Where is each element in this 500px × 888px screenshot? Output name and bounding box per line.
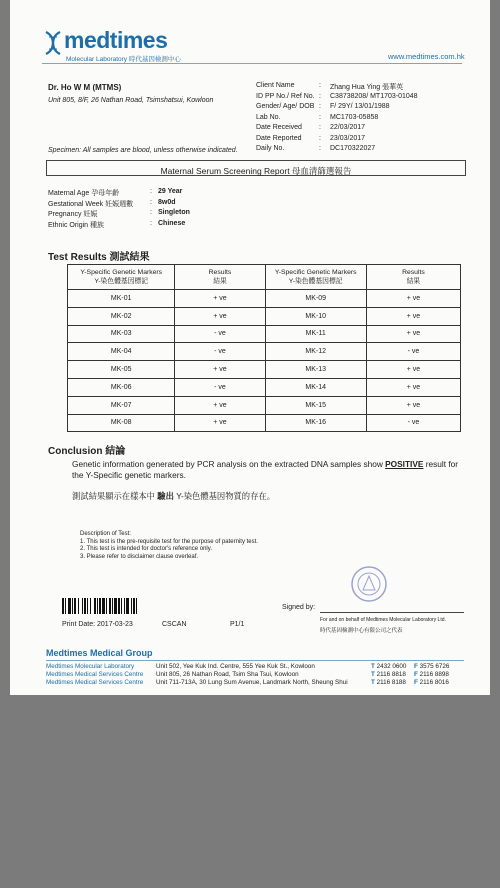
report-title-box — [46, 160, 466, 176]
print-date: Print Date: 2017-03-23 — [62, 621, 133, 628]
report-title: Maternal Serum Screening Report 母血清篩選報告 — [160, 166, 352, 176]
result-header-2: Results 結果 — [366, 265, 460, 290]
results-table — [67, 264, 461, 432]
table-row: MK-06 - ve MK-14 + ve — [68, 378, 461, 396]
brand-name: medtimes — [64, 27, 168, 53]
table-row: MK-07 + ve MK-15 + ve — [68, 396, 461, 414]
marker-header-2: Y-Specific Genetic Markers Y-染色體基因標記 — [265, 265, 366, 290]
report-page: medtimes Molecular Laboratory 時代基因檢測中心 www.medtimes.com.hk Dr. Ho W M (MTMS) Unit 805, 8/F, 26 Nathan Road, Tsimshatsui, Kowloon Specimen: All samples are blood, unless otherwise indicated. Client Name : Zhang Hua Ying 張華英 ID PP No./ Ref No. : C38738208/ MT1703-01048 Gender/ Age/ DOB : F/ 29Y/ 13/01/1988 Lab No. : MC1703-05858 Date Received : 22/03/2017 Date Reported : 23/03/2017 Daily No. : DC170322027 Maternal Serum Screening Report 母血清篩選報告 Maternal Age 孕母年齡 : 29 Year Gestational Week 妊娠週數 : 8w0d Pregnancy 妊娠 : Singleton Ethnic Origin 種族 : Chinese Test Results 測試結果 Y-Specific Genetic Markers Y-染色體基因標記 Results 結果 Y-Specific Genetic Markers Y-染色體基因標記 Results 結果 MK-01 + ve MK-09 + ve MK-02 + ve MK-10 + ve MK-03 - ve MK-11 + ve MK-04 - ve MK-12 - ve MK-05 + ve MK-13 + ve MK-06 - ve MK-14 + ve MK-07 + ve MK-15 + ve MK-08 + ve MK-16 - ve Conclusion 結論 Genetic information generated by PCR analysis on the extracted DNA samples show POSITIVE result for the Y-Specific genetic markers. 測試結果顯示在樣本中 驗出 Y-染色體基因物質的存在。 Description of Test: 1. This test is the pre-requisite test for the purpose of paternity test. 2. This test is intended for doctor's reference only. 3. Please refer to disclaimer clause overleaf. Print Date: 2017-03-23 CSCAN P1/1 Signed by: For and on behalf of Medtimes Molecular Laboratory Ltd. 時代基因檢測中心有限公司之代表 Medtimes Medical Group Medtimes Molecular Laboratory Unit 502, Yee Kuk Ind. Centre, 555 Yee Kuk St., Kowloon T 2432 0600 F 3575 6726 Medtimes Medical Services Centre Unit 805, 26 Nathan Road, Tsim Sha Tsui, Kowloon T 2116 8818 F 2116 8898 Medtimes Medical Services Centre Unit 711-713A, 30 Lung Sum Avenue, Landmark North, Sheung Shui T 2116 8188 F 2116 8016 — [10, 0, 490, 695]
table-row: MK-04 - ve MK-12 - ve — [68, 343, 461, 361]
table-row: MK-02 + ve MK-10 + ve — [68, 307, 461, 325]
brand-subtitle: Molecular Laboratory 時代基因檢測中心 — [66, 56, 181, 63]
result-header-1: Results 結果 — [175, 265, 265, 290]
table-row: MK-01 + ve MK-09 + ve — [68, 290, 461, 308]
behalf-text-en: For and on behalf of Medtimes Molecular Laboratory Ltd. — [320, 617, 446, 623]
lab-seal-stamp — [350, 564, 388, 604]
behalf-text-zh: 時代基因檢測中心有限公司之代表 — [320, 628, 403, 634]
conclusion-text-zh: 測試結果顯示在樣本中 驗出 Y-染色體基因物質的存在。 — [72, 491, 275, 501]
conclusion-text-en: Genetic information generated by PCR analysis on the extracted DNA samples show POSITIVE result for the Y-Specific genetic markers. — [72, 459, 459, 480]
marker-header-1: Y-Specific Genetic Markers Y-染色體基因標記 — [68, 265, 175, 290]
conclusion-heading: Conclusion 結論 — [48, 446, 126, 457]
doctor-name: Dr. Ho W M (MTMS) — [48, 83, 122, 92]
signed-by-label: Signed by: — [282, 604, 316, 611]
website: www.medtimes.com.hk — [388, 52, 465, 61]
description-block: Description of Test: 1. This test is the pre-requisite test for the purpose of paternity test. 2. This test is intended for doctor's reference only. 3. Please refer to disclaimer clause overleaf. — [80, 531, 258, 560]
doctor-address: Unit 805, 8/F, 26 Nathan Road, Tsimshatsui, Kowloon — [48, 97, 214, 104]
scan-label: CSCAN — [162, 621, 187, 628]
specimen-note: Specimen: All samples are blood, unless otherwise indicated. — [48, 147, 238, 154]
table-row: MK-03 - ve MK-11 + ve — [68, 325, 461, 343]
test-results-heading: Test Results 測試結果 — [48, 252, 150, 263]
table-row: MK-08 + ve MK-16 - ve — [68, 414, 461, 432]
page-number: P1/1 — [230, 621, 245, 628]
table-row: MK-05 + ve MK-13 + ve — [68, 361, 461, 379]
group-name: Medtimes Medical Group — [46, 648, 153, 658]
barcode — [62, 598, 164, 614]
dna-helix-icon — [42, 30, 64, 56]
